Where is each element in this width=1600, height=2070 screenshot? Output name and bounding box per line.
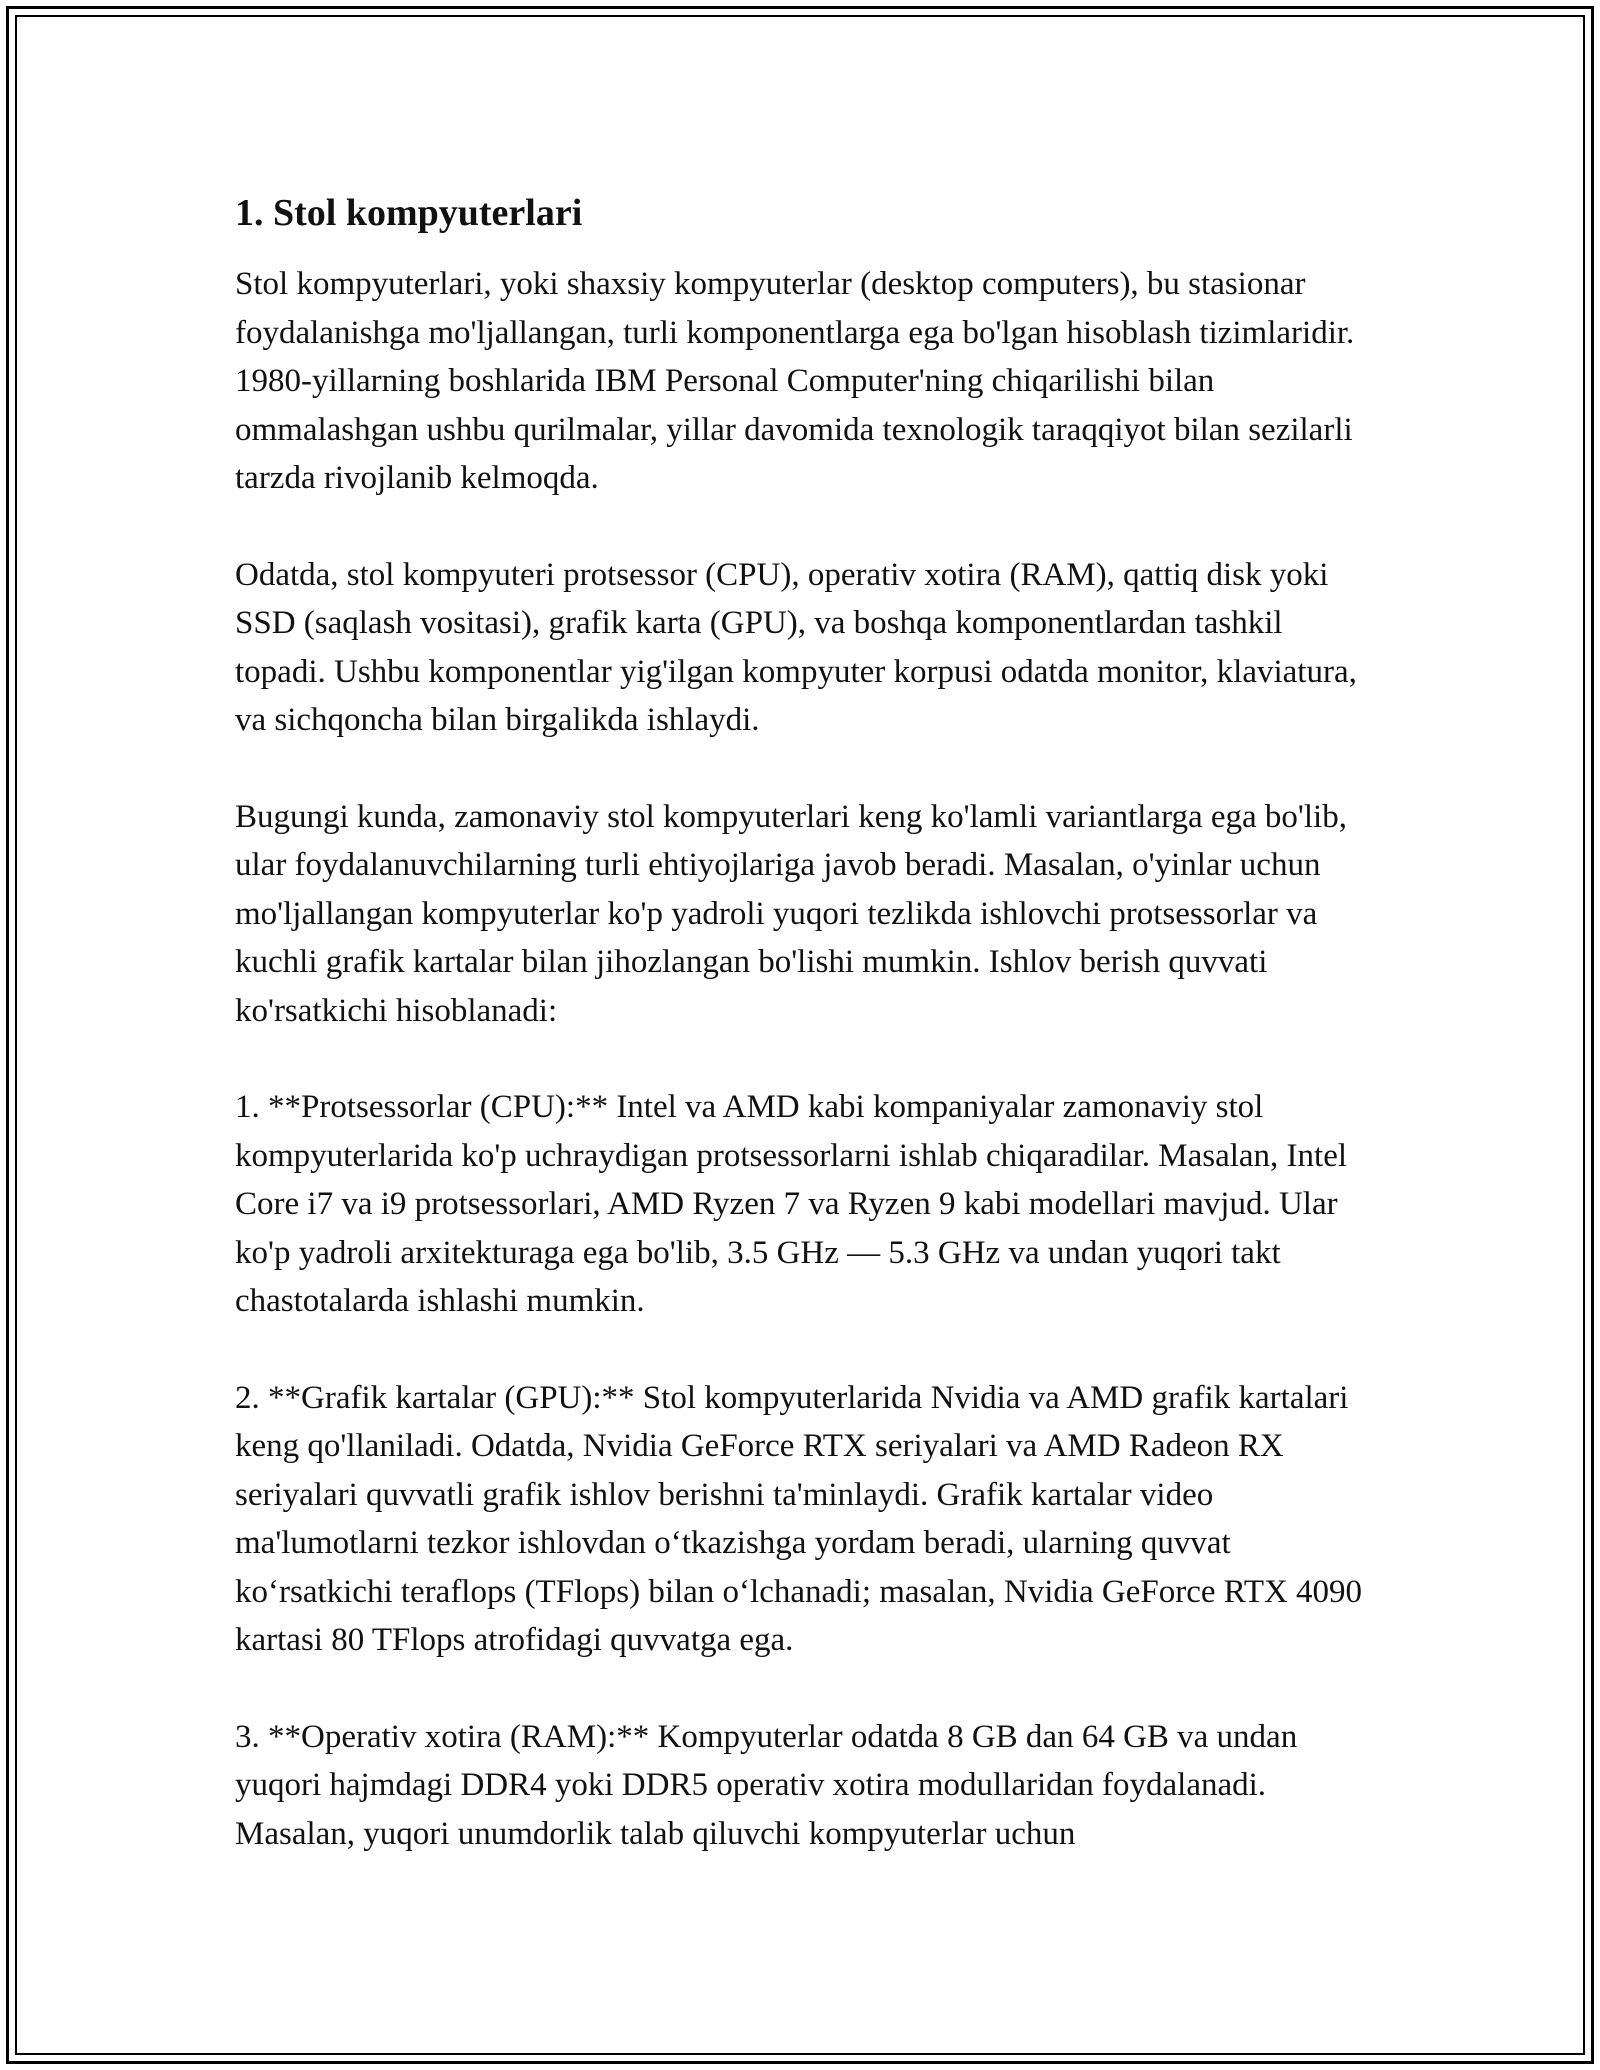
paragraph-ram: 3. **Operativ xotira (RAM):** Kompyuterlar odatda 8 GB dan 64 GB va undan yuqori hajmdagi DDR4 yoki DDR5 operativ xotira modullaridan foydalanadi. Masalan, yuqori unumdorlik talab qiluvchi kompyuterlar uchun [235, 1718, 1298, 1852]
paragraph-cpu: 1. **Protsessorlar (CPU):** Intel va AMD kabi kompaniyalar zamonaviy stol kompyuterlarida ko'p uchraydigan protsessorlarni ishlab chiqaradilar. Masalan, Intel Core i7 va i9 protsessorlari, AMD Ryzen 7 va Ryzen 9 kabi modellari mavjud. Ular ko'p yadroli arxitekturaga ega bo'lib, 3.5 GHz — 5.3 GHz va undan yuqori takt chastotalarda ishlashi mumkin. [235, 1089, 1348, 1319]
section-heading: 1. Stol kompyuterlari [235, 192, 583, 234]
paragraph-gpu: 2. **Grafik kartalar (GPU):** Stol kompyuterlarida Nvidia va AMD grafik kartalari keng qo'llaniladi. Odatda, Nvidia GeForce RTX seriyalari va AMD Radeon RX seriyalari quvvatli grafik ishlov berishni ta'minlaydi. Grafik kartalar video ma'lumotlarni tezkor ishlovdan o‘tkazishga yordam beradi, ularning quvvat ko‘rsatkichi teraflops (TFlops) bilan o‘lchanadi; masalan, Nvidia GeForce RTX 4090 kartasi 80 TFlops atrofidagi quvvatga ega. [235, 1379, 1363, 1658]
paragraph-variants: Bugungi kunda, zamonaviy stol kompyuterlari keng ko'lamli variantlarga ega bo'lib, ular foydalanuvchilarning turli ehtiyojlariga javob beradi. Masalan, o'yinlar uchun mo'ljallangan kompyuterlar ko'p yadroli yuqori tezlikda ishlovchi protsessorlar va kuchli grafik kartalar bilan jihozlangan bo'lishi mumkin. Ishlov berish quvvati ko'rsatkichi hisoblanadi: [235, 798, 1347, 1029]
document-body [235, 186, 1365, 1858]
paragraph-components: Odatda, stol kompyuteri protsessor (CPU), operativ xotira (RAM), qattiq disk yoki SSD (saqlash vositasi), grafik karta (GPU), va boshqa komponentlardan tashkil topadi. Ushbu komponentlar yig'ilgan kompyuter korpusi odatda monitor, klaviatura, va sichqoncha bilan birgalikda ishlaydi. [235, 556, 1357, 738]
paragraph-intro: Stol kompyuterlari, yoki shaxsiy kompyuterlar (desktop computers), bu stasionar foydalanishga mo'ljallangan, turli komponentlarga ega bo'lgan hisoblash tizimlaridir. 1980-yillarning boshlarida IBM Personal Computer'ning chiqarilishi bilan ommalashgan ushbu qurilmalar, yillar davomida texnologik taraqqiyot bilan sezilarli tarzda rivojlanib kelmoqda. [235, 266, 1355, 496]
